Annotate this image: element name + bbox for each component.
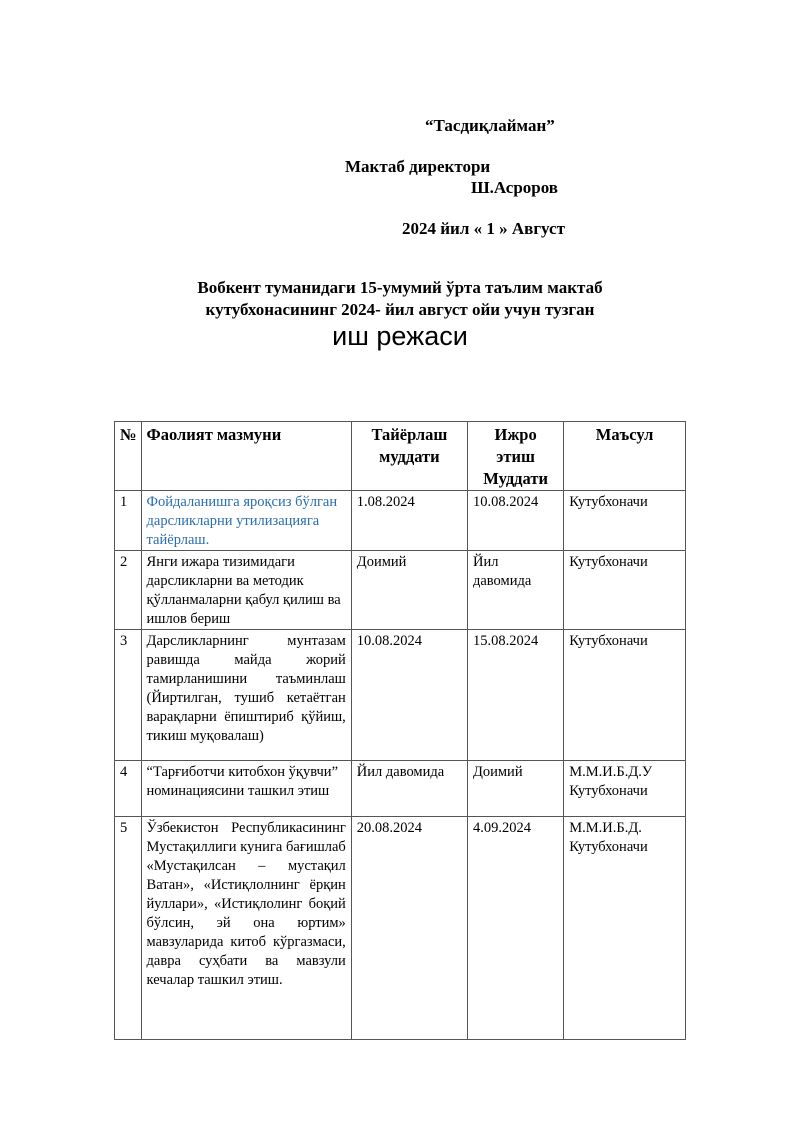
- table-row: [115, 761, 686, 817]
- header-prep-line-1: Тайёрлаш: [371, 425, 448, 444]
- approval-date: 2024 йил « 1 » Август: [402, 219, 565, 238]
- row-activity: Янги ижара тизимидаги дарсликларни ва методик қўлланмаларни қабул қилиш ва ишлов бериш: [141, 551, 351, 630]
- header-exec-deadline: [467, 422, 563, 491]
- director-title: Мактаб директори: [345, 157, 491, 176]
- table-row: [115, 630, 686, 761]
- row-num: 2: [115, 551, 142, 630]
- row-prep: Йил давомида: [351, 761, 467, 817]
- row-exec: 10.08.2024: [467, 491, 563, 551]
- row-exec: 15.08.2024: [467, 630, 563, 761]
- row-responsible: [564, 761, 686, 817]
- row-activity: Фойдаланишга яроқсиз бўлган дарсликларни утилизацияга тайёрлаш.: [141, 491, 351, 551]
- table-header-row: [115, 422, 686, 491]
- header-prep-line-2: муддати: [379, 447, 440, 466]
- row-responsible-line-1: М.М.И.Б.Д.У: [569, 764, 653, 780]
- row-responsible: Кутубхоначи: [564, 630, 686, 761]
- header-responsible: Маъсул: [564, 422, 686, 491]
- table-row: [115, 817, 686, 1040]
- table-row: [115, 551, 686, 630]
- row-num: 1: [115, 491, 142, 551]
- document-subtitle: иш режаси: [332, 321, 468, 351]
- row-activity: Дарсликларнинг мунтазам равишда майда жорий тамирланишини таъминлаш (Йиртилган, тушиб кетаётган варақларни ёпиштириб қўйиш, тикиш муқовалаш): [141, 630, 351, 761]
- header-exec-line-3: Муддати: [483, 469, 548, 488]
- row-activity: Ўзбекистон Республикасининг Мустақиллиги кунига бағишлаб «Мустақилсан – мустақил Ватан», «Истиқлолнинг ёрқин йуллари», «Истиқлолинг боқий бўлсин, эй она юртим» мавзуларида китоб кўргазмаси, давра суҳбати ва мавзули кечалар ташкил этиш.: [141, 817, 351, 1040]
- row-num: 4: [115, 761, 142, 817]
- row-responsible-line-2: Кутубхоначи: [569, 839, 648, 855]
- row-prep: 1.08.2024: [351, 491, 467, 551]
- row-activity: “Тарғиботчи китобхон ўқувчи” номинациясини ташкил этиш: [141, 761, 351, 817]
- header-activity: Фаолият мазмуни: [141, 422, 351, 491]
- header-exec-line-2: этиш: [496, 447, 535, 466]
- row-exec: Йил давомида: [467, 551, 563, 630]
- row-responsible: Кутубхоначи: [564, 551, 686, 630]
- row-responsible-line-2: Кутубхоначи: [569, 783, 648, 799]
- work-plan-table: [114, 421, 686, 1040]
- header-exec-line-1: Ижро: [494, 425, 537, 444]
- row-num: 5: [115, 817, 142, 1040]
- approval-stamp-text: “Тасдиқлайман”: [425, 116, 555, 135]
- director-name: Ш.Асроров: [471, 178, 558, 197]
- table-row: [115, 491, 686, 551]
- row-num: 3: [115, 630, 142, 761]
- row-responsible-line-1: М.М.И.Б.Д.: [569, 820, 642, 836]
- header-num: №: [115, 422, 142, 491]
- row-responsible: [564, 817, 686, 1040]
- row-exec: Доимий: [467, 761, 563, 817]
- row-prep: 20.08.2024: [351, 817, 467, 1040]
- row-prep: 10.08.2024: [351, 630, 467, 761]
- row-prep: Доимий: [351, 551, 467, 630]
- header-prep-deadline: [351, 422, 467, 491]
- document-title-line-2: кутубхонасининг 2024- йил август ойи учун тузган: [205, 300, 595, 319]
- row-exec: 4.09.2024: [467, 817, 563, 1040]
- document-title-line-1: Вобкент туманидаги 15-умумий ўрта таълим мактаб: [197, 278, 603, 297]
- row-responsible: Кутубхоначи: [564, 491, 686, 551]
